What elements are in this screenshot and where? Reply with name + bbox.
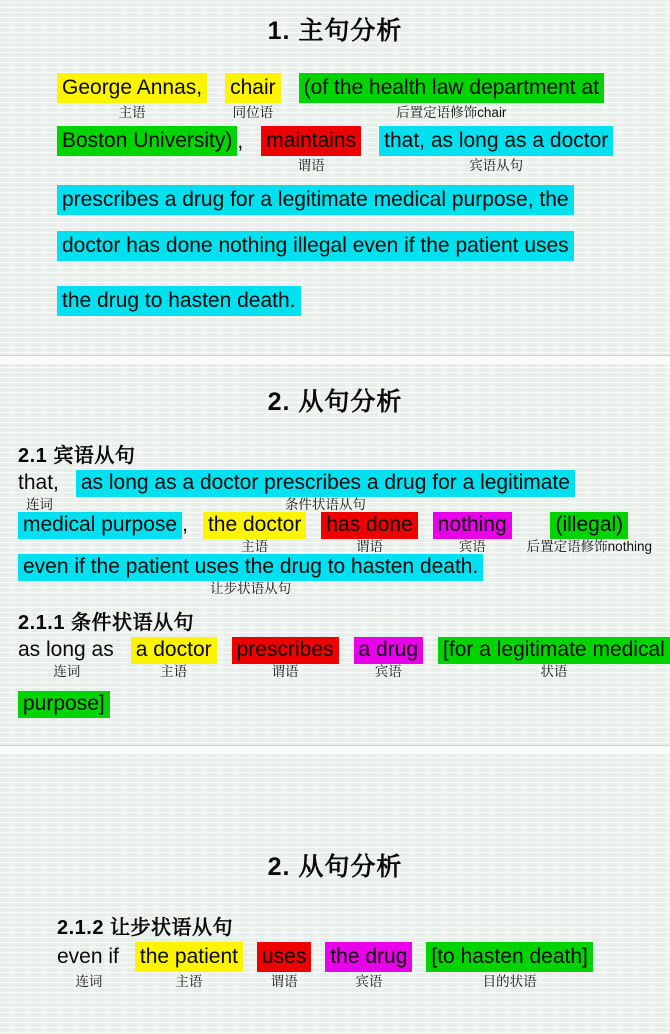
grammar-role-label: 连词 <box>25 497 53 512</box>
highlight-yellow: George Annas, <box>57 73 207 103</box>
highlight-green: (of the health law department at <box>299 73 604 103</box>
plain-text: even if <box>57 945 119 968</box>
highlight-green: (illegal) <box>550 512 628 539</box>
highlight-green: [to hasten death] <box>426 942 592 972</box>
grammar-role-label: 宾语从句 <box>469 158 524 173</box>
sentence-line <box>57 286 664 316</box>
sentence-line <box>18 637 664 679</box>
highlighted-segment <box>18 554 483 581</box>
sentence-unit <box>225 73 281 121</box>
plain-suffix: , <box>182 513 188 536</box>
grammar-role-label: 主语 <box>160 664 188 679</box>
highlight-magenta: the drug <box>325 942 412 972</box>
sentence-line <box>57 185 664 215</box>
plain-text: that, <box>18 471 59 494</box>
sentence-line <box>18 512 664 554</box>
highlight-red: uses <box>257 942 311 972</box>
section-body <box>0 916 670 990</box>
highlighted-segment <box>232 637 339 664</box>
sentence-unit <box>57 185 574 215</box>
section-clause-analysis <box>0 364 670 745</box>
plain-segment <box>18 637 116 664</box>
highlighted-segment <box>257 942 311 972</box>
highlight-cyan: prescribes a drug for a legitimate medical purpose, the <box>57 185 574 215</box>
highlighted-segment <box>131 637 217 664</box>
sentence-line <box>18 554 664 596</box>
highlighted-segment <box>325 942 412 972</box>
section-title: 2. 从句分析 <box>267 388 403 416</box>
sentence-unit <box>57 73 207 121</box>
highlighted-segment <box>57 185 574 215</box>
sentence-unit <box>57 231 574 261</box>
grammar-role-label: 主语 <box>118 105 146 120</box>
highlight-cyan: the drug to hasten death. <box>57 286 301 316</box>
highlighted-segment <box>321 512 417 539</box>
grammar-role-label: 谓语 <box>271 664 299 679</box>
highlighted-segment <box>550 512 628 539</box>
sentence-unit <box>325 942 412 990</box>
grammar-role-label: 谓语 <box>356 539 384 554</box>
highlight-cyan: medical purpose <box>18 512 182 539</box>
grammar-role-label: 连词 <box>53 664 81 679</box>
sentence-line <box>18 691 664 718</box>
sentence-unit <box>18 554 483 596</box>
sentence-unit <box>379 126 613 174</box>
clause-heading: 2.1 宾语从句 <box>18 445 136 467</box>
highlighted-segment <box>18 691 110 718</box>
sentence-unit <box>527 512 652 554</box>
sentence-unit <box>76 470 575 512</box>
plain-suffix: , <box>237 130 244 153</box>
sentence-unit <box>18 637 116 679</box>
sentence-unit <box>135 942 243 990</box>
highlight-cyan: doctor has done nothing illegal even if the patient uses <box>57 231 574 261</box>
section-main-clause-analysis <box>0 0 670 355</box>
highlight-magenta: nothing <box>433 512 512 539</box>
grammar-role-label: 条件状语从句 <box>284 497 366 512</box>
highlighted-segment <box>135 942 243 972</box>
section-body <box>0 444 670 718</box>
highlight-red: has done <box>321 512 417 539</box>
sentence-unit <box>321 512 417 554</box>
section-divider <box>0 745 670 754</box>
grammar-role-label: 宾语 <box>458 539 486 554</box>
grammar-role-label: 宾语 <box>355 974 383 989</box>
sentence-unit <box>354 637 424 679</box>
plain-text: as long as <box>18 638 114 661</box>
highlighted-segment <box>57 73 207 103</box>
section-title: 1. 主句分析 <box>267 17 403 45</box>
highlight-green: purpose] <box>18 691 110 718</box>
sentence-line <box>18 470 664 512</box>
sentence-unit <box>18 691 110 718</box>
sentence-line <box>57 231 664 261</box>
sentence-unit <box>232 637 339 679</box>
sentence-line <box>57 126 664 174</box>
sentence-unit <box>57 126 243 156</box>
sentence-unit <box>426 942 592 990</box>
highlighted-segment <box>354 637 424 664</box>
highlight-yellow: the doctor <box>203 512 306 539</box>
grammar-role-label: 后置定语修饰chair <box>396 105 507 120</box>
sentence-unit <box>261 126 361 174</box>
highlighted-segment <box>379 126 613 156</box>
highlighted-segment <box>225 73 281 103</box>
clause-heading: 2.1.2 让步状语从句 <box>57 917 234 939</box>
highlight-yellow: a doctor <box>131 637 217 664</box>
grammar-role-label: 谓语 <box>297 158 325 173</box>
sentence-unit <box>57 286 301 316</box>
grammar-role-label: 谓语 <box>270 974 298 989</box>
highlighted-segment <box>18 512 188 539</box>
highlight-cyan: that, as long as a doctor <box>379 126 613 156</box>
grammar-role-label: 同位语 <box>232 105 274 120</box>
highlighted-segment <box>438 637 670 664</box>
sentence-unit <box>18 470 61 512</box>
highlight-green: [for a legitimate medical <box>438 637 670 664</box>
section-title: 2. 从句分析 <box>267 853 403 881</box>
highlight-magenta: a drug <box>354 637 424 664</box>
sentence-unit <box>433 512 512 554</box>
sentence-unit <box>257 942 311 990</box>
grammar-role-label: 目的状语 <box>482 974 537 989</box>
highlighted-segment <box>299 73 604 103</box>
highlight-red: maintains <box>261 126 361 156</box>
section-body <box>0 73 670 316</box>
grammar-role-label: 主语 <box>241 539 269 554</box>
highlighted-segment <box>433 512 512 539</box>
highlight-yellow: chair <box>225 73 281 103</box>
highlighted-segment <box>57 231 574 261</box>
sentence-unit <box>438 637 670 679</box>
plain-segment <box>18 470 61 497</box>
highlighted-segment <box>426 942 592 972</box>
section-clause-analysis-continued <box>0 754 670 1034</box>
highlight-green: Boston University) <box>57 126 237 156</box>
sentence-unit <box>299 73 604 121</box>
highlight-red: prescribes <box>232 637 339 664</box>
sentence-unit <box>18 512 188 539</box>
highlight-cyan: even if the patient uses the drug to hasten death. <box>18 554 483 581</box>
sentence-line <box>57 73 664 121</box>
grammar-role-label: 宾语 <box>374 664 402 679</box>
section-divider <box>0 355 670 364</box>
highlight-cyan: as long as a doctor prescribes a drug for a legitimate <box>76 470 575 497</box>
highlighted-segment <box>203 512 306 539</box>
sentence-unit <box>57 942 121 990</box>
highlighted-segment <box>76 470 575 497</box>
grammar-role-label: 后置定语修饰nothing <box>526 539 652 554</box>
grammar-role-label: 状语 <box>540 664 568 679</box>
clause-heading: 2.1.1 条件状语从句 <box>18 612 195 634</box>
grammar-role-label: 主语 <box>175 974 203 989</box>
grammar-role-label: 让步状语从句 <box>210 581 292 596</box>
sentence-line <box>57 942 664 990</box>
sentence-unit <box>131 637 217 679</box>
plain-segment <box>57 942 121 972</box>
highlighted-segment <box>57 286 301 316</box>
sentence-unit <box>203 512 306 554</box>
highlighted-segment <box>261 126 361 156</box>
highlighted-segment <box>57 126 243 156</box>
highlight-yellow: the patient <box>135 942 243 972</box>
grammar-role-label: 连词 <box>75 974 103 989</box>
